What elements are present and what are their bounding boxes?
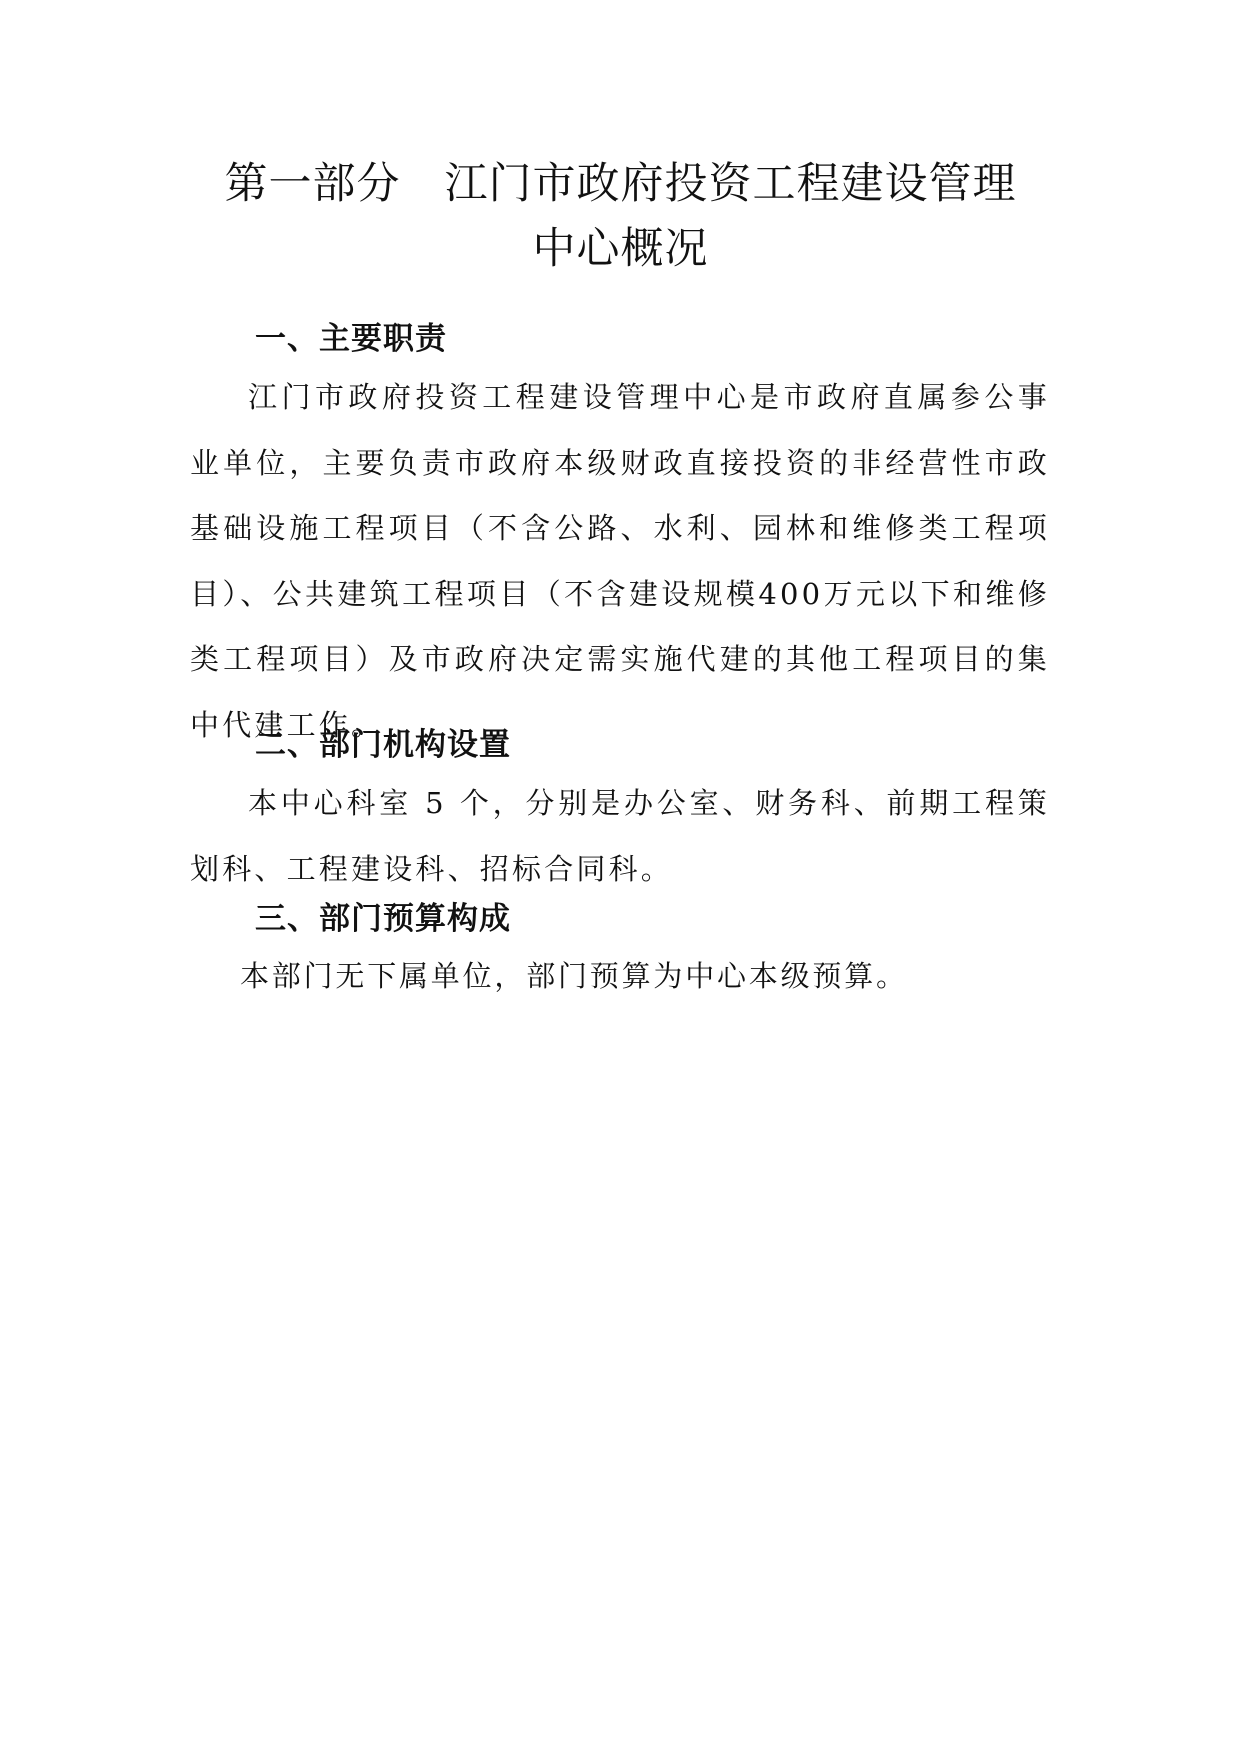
section-body-main-duties: 江门市政府投资工程建设管理中心是市政府直属参公事业单位，主要负责市政府本级财政直接投资的非经营性市政基础设施工程项目（不含公路、水利、园林和维修类工程项目）、公共建筑工程项目（不含建设规模400万元以下和维修类工程项目）及市政府决定需实施代建的其他工程项目的集中代建工作。 xyxy=(190,380,1050,742)
section-body-org-structure: 本中心科室 5 个，分别是办公室、财务科、前期工程策划科、工程建设科、招标合同科。 xyxy=(190,786,1050,886)
section-body-budget-composition: 本部门无下属单位，部门预算为中心本级预算。 xyxy=(240,959,908,993)
page-title-line-1: 第一部分 江门市政府投资工程建设管理 xyxy=(224,159,1017,209)
section-heading-main-duties: 一、主要职责 xyxy=(255,321,447,357)
section-heading-budget-composition: 三、部门预算构成 xyxy=(255,901,511,937)
section-heading-org-structure: 二、部门机构设置 xyxy=(255,727,511,763)
page-title-line-2: 中心概况 xyxy=(532,224,709,274)
